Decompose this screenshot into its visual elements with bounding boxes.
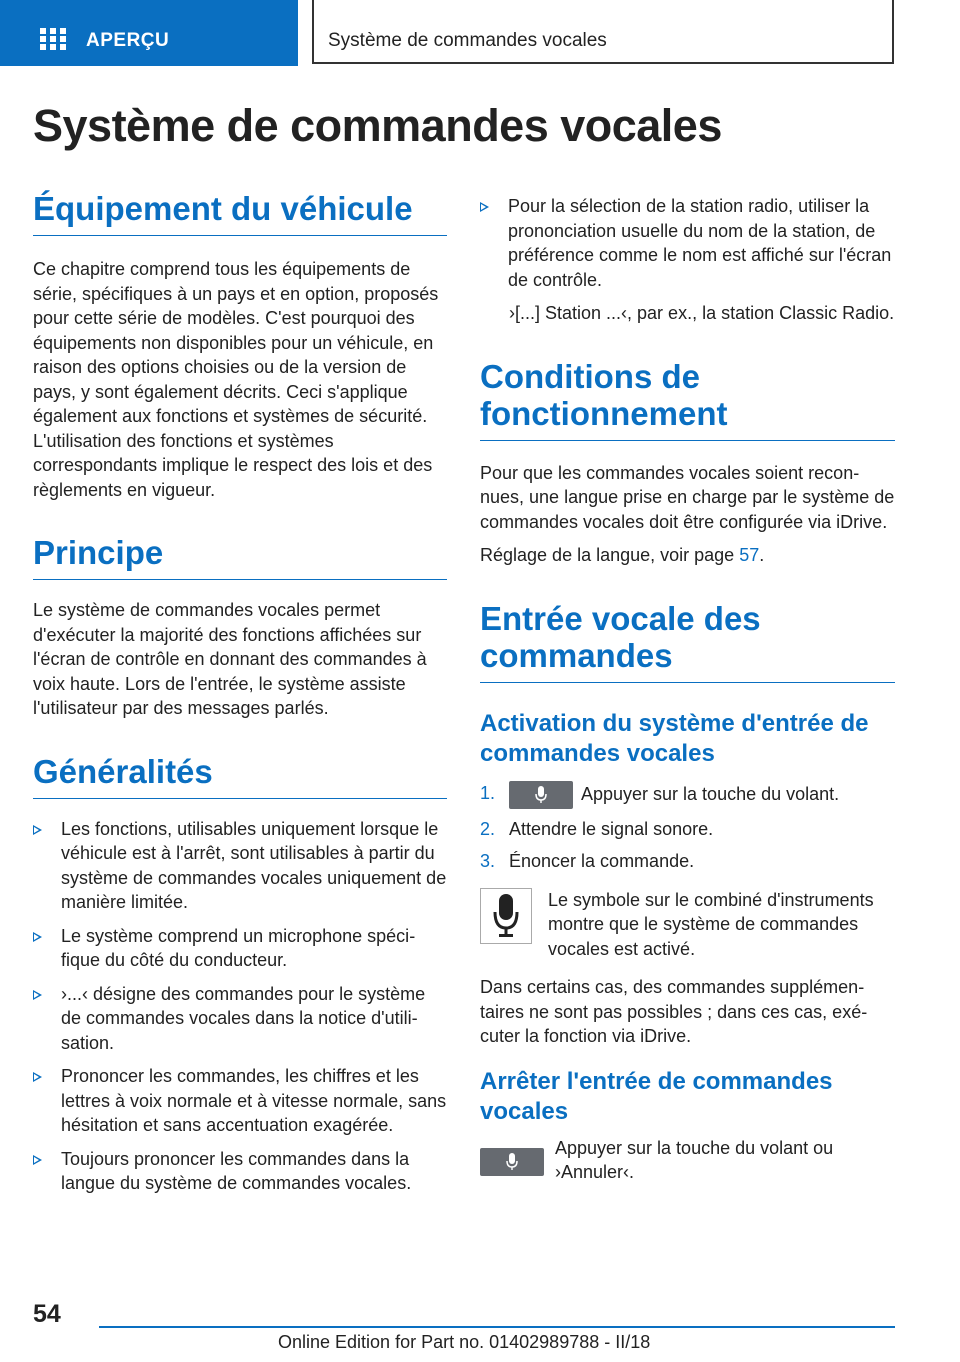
tab-overview-label: APERÇU	[86, 30, 170, 51]
step-item: 1. Appuyer sur la touche du volant.	[480, 781, 895, 809]
activation-text: Dans certains cas, des commandes supplémentaires ne sont pas possibles ; dans ces cas, exécuter la fonction via iDrive.	[480, 977, 868, 1046]
principe-text: Le système de commandes vocales permet d'exécuter la majorité des fonctions affichées sur l'écran de contrôle en donnant des commandes à voix haute. Lors de l'entrée, le système assiste l'utilisateur par des messages parlés.	[33, 600, 427, 718]
bullet-triangle-icon	[33, 1155, 42, 1165]
page-title: Système de commandes vocales	[33, 100, 722, 151]
tab-overview[interactable]	[0, 0, 298, 66]
list-item: Toujours prononcer les commandes dans la langue du système de commandes vocales.	[33, 1147, 447, 1196]
voice-button[interactable]	[509, 781, 573, 809]
tab-section-label: Système de commandes vocales	[328, 30, 607, 51]
right-column	[480, 190, 895, 1185]
generalites-list-continued	[480, 194, 895, 292]
heading-conditions: Conditions de fonctionnement	[480, 358, 895, 441]
voice-button[interactable]	[480, 1148, 544, 1176]
heading-activation: Activation du système d'entrée de commandes vocales	[480, 709, 869, 767]
list-item: ›...‹ désigne des commandes pour le système de commandes vocales dans la notice d'utilisation.	[33, 982, 447, 1056]
step-item: 2. Attendre le signal sonore.	[480, 818, 714, 839]
list-item: Les fonctions, utilisables uniquement lorsque le véhicule est à l'arrêt, sont utilisables à partir du système de commandes vocales uniquement de manière limitée.	[33, 817, 447, 915]
bullet-triangle-icon	[33, 932, 42, 942]
page-number: 54	[33, 1300, 61, 1328]
heading-equipement: Équipement du véhicule	[33, 190, 447, 236]
bullet-triangle-icon	[33, 825, 42, 835]
top-navigation	[0, 0, 960, 66]
heading-entree-vocale: Entrée vocale des commandes	[480, 600, 895, 683]
instrument-note-text: Le symbole sur le combiné d'instruments montre que le système de commandes vocales est activé.	[548, 889, 874, 959]
list-item: Pour la sélection de la station radio, utiliser la prononciation usuelle du nom de la station, de préférence comme le nom est affiché sur l'écran de contrôle.	[480, 194, 895, 292]
language-reference: Réglage de la langue, voir page 57.	[480, 545, 765, 565]
tab-section[interactable]	[312, 0, 894, 64]
generalites-list	[33, 817, 447, 1196]
step-item: 3. Énoncer la commande.	[480, 851, 695, 871]
heading-principe: Principe	[33, 534, 447, 580]
page-link[interactable]: 57	[739, 545, 760, 565]
station-example: ›[...] Station ...‹, par ex., la station Classic Radio.	[509, 303, 895, 323]
heading-arret: Arrêter l'entrée de commandes vocales	[480, 1067, 833, 1125]
footer-edition: Online Edition for Part no. 01402989788 - II/18	[278, 1332, 651, 1352]
microphone-icon	[506, 1153, 518, 1171]
instrument-symbol	[480, 888, 532, 944]
instrument-note	[480, 888, 895, 962]
footer-divider	[99, 1326, 895, 1328]
stop-instruction	[480, 1136, 895, 1185]
heading-generalites: Généralités	[33, 753, 447, 799]
microphone-icon	[493, 894, 519, 938]
list-item: Prononcer les commandes, les chiffres et les lettres à voix normale et à vitesse normale, sans hésitation et sans accentuation exagérée.	[33, 1064, 447, 1138]
stop-instruction-text: Appuyer sur la touche du volant ou ›Annuler‹.	[555, 1137, 834, 1182]
conditions-text: Pour que les commandes vocales soient reconnues, une langue prise en charge par le système de commandes vocales doit être configurée via iDrive.	[480, 462, 895, 532]
grid-icon	[40, 28, 66, 50]
list-item: Le système comprend un microphone spécifique du côté du conducteur.	[33, 924, 447, 973]
microphone-icon	[535, 786, 547, 804]
bullet-triangle-icon	[33, 990, 42, 1000]
bullet-triangle-icon	[480, 202, 489, 212]
equipement-text: Ce chapitre comprend tous les équipements de série, spécifiques à un pays et en option, proposés pour cette série de modèles. C'est pourquoi des équipements non disponibles pour un véhicule, en raison des options choisies ou de la version de pays, y sont également décrits. Ceci s'applique également aux fonctions et systèmes de sécurité. L'utilisation des fonctions et systèmes correspondants implique le respect des lois et des règlements en vigueur.	[33, 259, 439, 500]
activation-steps	[480, 781, 895, 874]
left-column	[33, 190, 447, 1196]
bullet-triangle-icon	[33, 1072, 42, 1082]
